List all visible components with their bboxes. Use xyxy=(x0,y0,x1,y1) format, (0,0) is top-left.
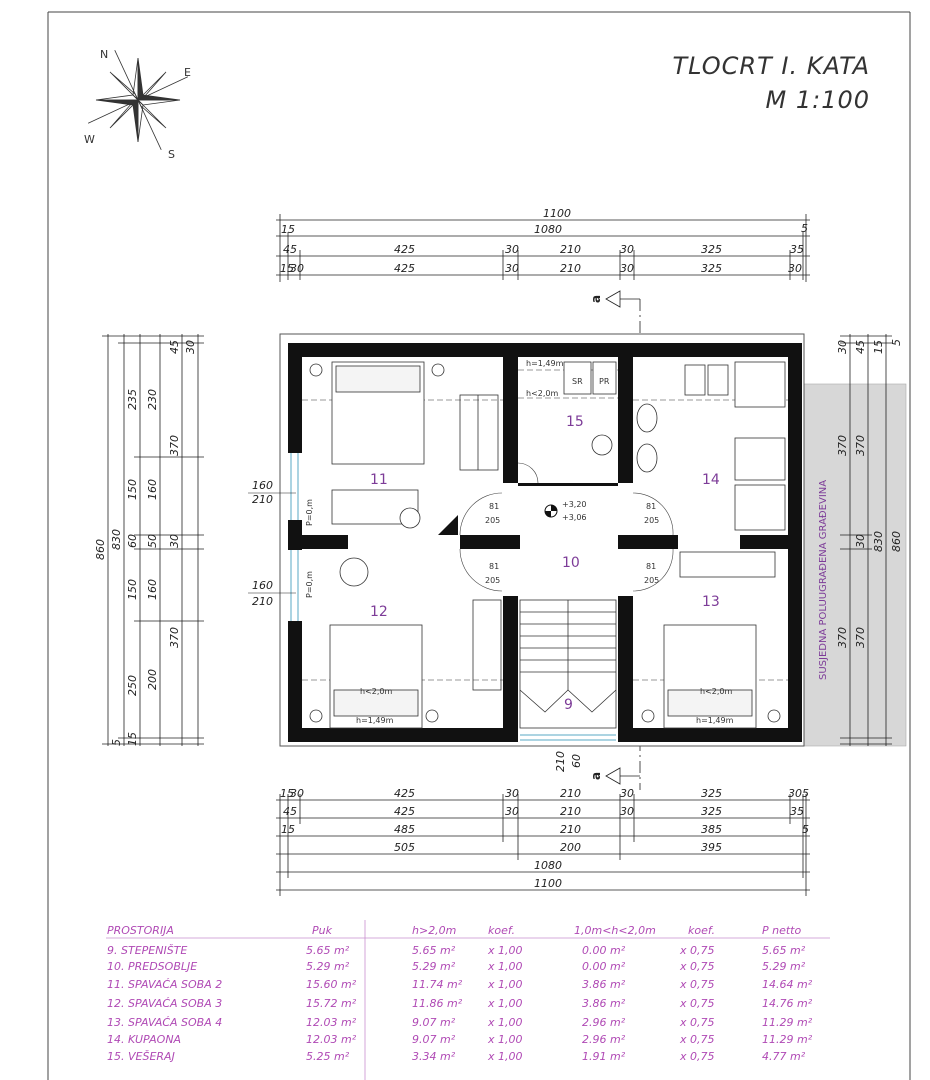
table-cell-r6-c0: 15. VEŠERAJ xyxy=(107,1050,175,1063)
table-cell-r3-c1: 15.72 m² xyxy=(306,997,357,1010)
table-cell-r3-c5: x 0,75 xyxy=(680,997,715,1010)
table-cell-r6-c1: 5.25 m² xyxy=(306,1050,350,1063)
dim-right-total: 860 xyxy=(890,531,903,552)
dim-right-v1: 370 xyxy=(854,435,867,456)
win1-w: 160 xyxy=(252,479,273,492)
table-cell-r0-c0: 9. STEPENIŠTE xyxy=(107,944,188,957)
table-cell-r5-c0: 14. KUPAONA xyxy=(107,1033,182,1046)
dim-bot-b3: 210 xyxy=(560,805,581,818)
dim-bot-b5: 325 xyxy=(701,805,722,818)
dim-left-v17: 30 xyxy=(184,340,197,354)
table-cell-r2-c4: 3.86 m² xyxy=(582,978,626,991)
table-cell-r6-c3: x 1,00 xyxy=(488,1050,523,1063)
table-cell-r4-c0: 13. SPAVAĆA SOBA 4 xyxy=(107,1016,223,1029)
dim-top-edge: 15 xyxy=(281,223,295,236)
table-cell-r2-c6: 14.64 m² xyxy=(762,978,813,991)
dim-right-v3: 30 xyxy=(854,534,867,548)
win2-w: 160 xyxy=(252,579,273,592)
stair-win-w: 210 xyxy=(554,751,567,772)
dim-bot-b0: 45 xyxy=(283,805,297,818)
table-cell-r0-c1: 5.65 m² xyxy=(306,944,350,957)
dim-top-b5: 30 xyxy=(620,262,634,275)
dim-bot-c4: 5 xyxy=(802,823,809,836)
dim-top-b3: 30 xyxy=(505,262,519,275)
win2-h: 210 xyxy=(252,595,273,608)
table-cell-r1-c4: 0.00 m² xyxy=(582,960,626,973)
level-a: +3,20 xyxy=(562,500,587,509)
table-header-4: 1,0m<h<2,0m xyxy=(574,924,656,937)
table-cell-r3-c0: 12. SPAVAĆA SOBA 3 xyxy=(107,997,223,1010)
dim-left-total: 860 xyxy=(94,539,107,560)
dim-top-b0: 15 xyxy=(280,262,294,275)
level-marker-icon xyxy=(545,505,557,517)
dim-top-a1: 425 xyxy=(394,243,415,256)
table-cell-r3-c3: x 1,00 xyxy=(488,997,523,1010)
table-cell-r4-c5: x 0,75 xyxy=(680,1016,715,1029)
closet-sr: SR xyxy=(572,377,583,386)
dim-bot-c0: 15 xyxy=(281,823,295,836)
table-header-2: h>2,0m xyxy=(412,924,457,937)
dim-bot-c1: 485 xyxy=(394,823,415,836)
dim-right-v8: 5 xyxy=(890,339,903,346)
door-label-205a: 205 xyxy=(485,516,501,525)
compass-s: S xyxy=(168,148,175,161)
table-cell-r1-c1: 5.29 m² xyxy=(306,960,350,973)
dim-left-v15: 5 xyxy=(110,739,123,746)
dim-top-total-inner: 1080 xyxy=(534,223,562,236)
dim-bot-total-outer: 1100 xyxy=(534,877,562,890)
table-cell-r5-c3: x 1,00 xyxy=(488,1033,523,1046)
dim-bot-b1: 425 xyxy=(394,805,415,818)
dim-bot-b4: 30 xyxy=(620,805,634,818)
dim-left-v7: 50 xyxy=(146,534,159,548)
room13-hlo: h<2,0m xyxy=(700,687,733,696)
room-label-9: 9 xyxy=(564,697,573,713)
p-label-1: P=0,m xyxy=(305,499,314,526)
table-cell-r0-c3: x 1,00 xyxy=(488,944,523,957)
dim-top-a3: 210 xyxy=(560,243,581,256)
dim-left-v12: 250 xyxy=(126,675,139,696)
dim-top-b1: 30 xyxy=(290,262,304,275)
table-cell-r2-c3: x 1,00 xyxy=(488,978,523,991)
dim-bot-a6: 325 xyxy=(701,787,722,800)
table-cell-r4-c6: 11.29 m² xyxy=(762,1016,813,1029)
table-cell-r5-c5: x 0,75 xyxy=(680,1033,715,1046)
neighbor-label: SUSJEDNA POLUUGRAĐENA GRAĐEVINA xyxy=(818,479,829,680)
door-label-205d: 205 xyxy=(644,576,660,585)
table-cell-r0-c5: x 0,75 xyxy=(680,944,715,957)
table-cell-r6-c5: x 0,75 xyxy=(680,1050,715,1063)
dim-bot-a1: 30 xyxy=(290,787,304,800)
dim-bot-a8: 5 xyxy=(802,787,809,800)
door-label-81d: 81 xyxy=(646,562,657,571)
room-label-14: 14 xyxy=(702,472,720,488)
door-label-81a: 81 xyxy=(489,502,500,511)
section-mark-bottom xyxy=(606,768,640,784)
table-cell-r1-c2: 5.29 m² xyxy=(412,960,456,973)
table-header-0: PROSTORIJA xyxy=(107,924,174,937)
dim-left-v13: 200 xyxy=(146,669,159,690)
section-label-top: a xyxy=(589,294,603,303)
dim-top-b2: 425 xyxy=(394,262,415,275)
table-header-5: koef. xyxy=(688,924,716,937)
win1-h: 210 xyxy=(252,493,273,506)
door-label-205c: 205 xyxy=(485,576,501,585)
dim-left-v9: 150 xyxy=(126,579,139,600)
room13-hlo2: h=1,49m xyxy=(696,716,734,725)
laundry-h2: h<2,0m xyxy=(526,389,559,398)
dim-left-v2: 230 xyxy=(146,389,159,410)
dim-bot-a0: 15 xyxy=(280,787,294,800)
dim-top-a2: 30 xyxy=(505,243,519,256)
dim-top-a0: 45 xyxy=(283,243,297,256)
table-cell-r1-c5: x 0,75 xyxy=(680,960,715,973)
dim-bot-d1: 200 xyxy=(560,841,581,854)
compass-w: W xyxy=(84,133,95,146)
table-cell-r1-c0: 10. PREDSOBLJE xyxy=(107,960,198,973)
dim-top-b4: 210 xyxy=(560,262,581,275)
dim-right-v2: 370 xyxy=(836,435,849,456)
table-header-6: P netto xyxy=(762,924,802,937)
dim-bot-a5: 30 xyxy=(620,787,634,800)
dim-right-v7: 15 xyxy=(872,340,885,354)
dim-right-sub: 830 xyxy=(872,531,885,552)
dim-left-v16: 15 xyxy=(126,732,139,746)
level-b: +3,06 xyxy=(562,513,587,522)
room12-hlo: h<2,0m xyxy=(360,687,393,696)
room-label-15: 15 xyxy=(566,414,584,430)
dim-left-v14: 45 xyxy=(168,340,181,354)
dim-top-b8: 5 xyxy=(801,222,808,235)
dim-top-b6: 325 xyxy=(701,262,722,275)
dim-right-v4: 370 xyxy=(854,627,867,648)
drawing-scale: M 1:100 xyxy=(765,86,870,114)
table-cell-r4-c2: 9.07 m² xyxy=(412,1016,456,1029)
dim-bot-a4: 210 xyxy=(560,787,581,800)
table-rows xyxy=(107,944,813,1063)
dim-bot-total-inner: 1080 xyxy=(534,859,562,872)
dim-top-total-outer: 1100 xyxy=(543,207,571,220)
table-cell-r2-c0: 11. SPAVAĆA SOBA 2 xyxy=(107,978,223,991)
table-cell-r1-c3: x 1,00 xyxy=(488,960,523,973)
closet-pr: PR xyxy=(599,377,610,386)
room-label-12: 12 xyxy=(370,604,388,620)
table-cell-r6-c2: 3.34 m² xyxy=(412,1050,456,1063)
table-cell-r2-c2: 11.74 m² xyxy=(412,978,463,991)
dim-right-v5: 370 xyxy=(836,627,849,648)
door-label-205b: 205 xyxy=(644,516,660,525)
table-cell-r2-c1: 15.60 m² xyxy=(306,978,357,991)
room-label-10: 10 xyxy=(562,555,580,571)
dim-left-v6: 60 xyxy=(126,534,139,548)
dim-bot-a7: 30 xyxy=(788,787,802,800)
laundry-h1: h=1,49m xyxy=(526,359,564,368)
dim-top-a5: 325 xyxy=(701,243,722,256)
table-cell-r6-c6: 4.77 m² xyxy=(762,1050,806,1063)
dim-left-v11: 370 xyxy=(168,627,181,648)
table-header-3: koef. xyxy=(488,924,516,937)
dim-left-v3: 370 xyxy=(168,435,181,456)
table-cell-r5-c6: 11.29 m² xyxy=(762,1033,813,1046)
drawing-title: TLOCRT I. KATA xyxy=(672,52,870,80)
table-cell-r3-c4: 3.86 m² xyxy=(582,997,626,1010)
dim-left-v10: 160 xyxy=(146,579,159,600)
dim-bot-d2: 395 xyxy=(701,841,722,854)
dim-right-v6: 45 xyxy=(854,340,867,354)
dim-bot-b2: 30 xyxy=(505,805,519,818)
dim-bot-a2: 425 xyxy=(394,787,415,800)
table-cell-r0-c2: 5.65 m² xyxy=(412,944,456,957)
room-label-11: 11 xyxy=(370,472,388,488)
table-cell-r4-c4: 2.96 m² xyxy=(582,1016,626,1029)
dim-left-sub: 830 xyxy=(110,529,123,550)
table-cell-r0-c4: 0.00 m² xyxy=(582,944,626,957)
table-cell-r4-c1: 12.03 m² xyxy=(306,1016,357,1029)
dim-bot-d0: 505 xyxy=(394,841,415,854)
door-label-81c: 81 xyxy=(489,562,500,571)
room12-hlo2: h=1,49m xyxy=(356,716,394,725)
table-cell-r2-c5: x 0,75 xyxy=(680,978,715,991)
dim-left-v1: 235 xyxy=(126,389,139,410)
dim-bot-c2: 210 xyxy=(560,823,581,836)
dim-right-v9: 30 xyxy=(836,340,849,354)
dim-top-b7: 30 xyxy=(788,262,802,275)
table-cell-r5-c4: 2.96 m² xyxy=(582,1033,626,1046)
dim-left-v5: 160 xyxy=(146,479,159,500)
stair-win-h: 60 xyxy=(570,754,583,768)
compass-rose-icon xyxy=(65,27,211,173)
dim-bot-a3: 30 xyxy=(505,787,519,800)
table-cell-r3-c6: 14.76 m² xyxy=(762,997,813,1010)
table-cell-r6-c4: 1.91 m² xyxy=(582,1050,626,1063)
dim-top-a4: 30 xyxy=(620,243,634,256)
compass-e: E xyxy=(184,66,191,79)
table-cell-r1-c6: 5.29 m² xyxy=(762,960,806,973)
room-label-13: 13 xyxy=(702,594,720,610)
section-label-bottom: a xyxy=(589,771,603,780)
dim-top-a6: 35 xyxy=(790,243,804,256)
table-cell-r5-c2: 9.07 m² xyxy=(412,1033,456,1046)
dim-left-v8: 30 xyxy=(168,534,181,548)
table-cell-r0-c6: 5.65 m² xyxy=(762,944,806,957)
dim-bot-b6: 35 xyxy=(790,805,804,818)
table-cell-r5-c1: 12.03 m² xyxy=(306,1033,357,1046)
door-label-81b: 81 xyxy=(646,502,657,511)
table-header-1: Puk xyxy=(312,924,332,937)
table-cell-r4-c3: x 1,00 xyxy=(488,1016,523,1029)
p-label-2: P=0,m xyxy=(305,571,314,598)
table-cell-r3-c2: 11.86 m² xyxy=(412,997,463,1010)
dim-bot-c3: 385 xyxy=(701,823,722,836)
dim-left-v4: 150 xyxy=(126,479,139,500)
compass-n: N xyxy=(100,48,109,61)
